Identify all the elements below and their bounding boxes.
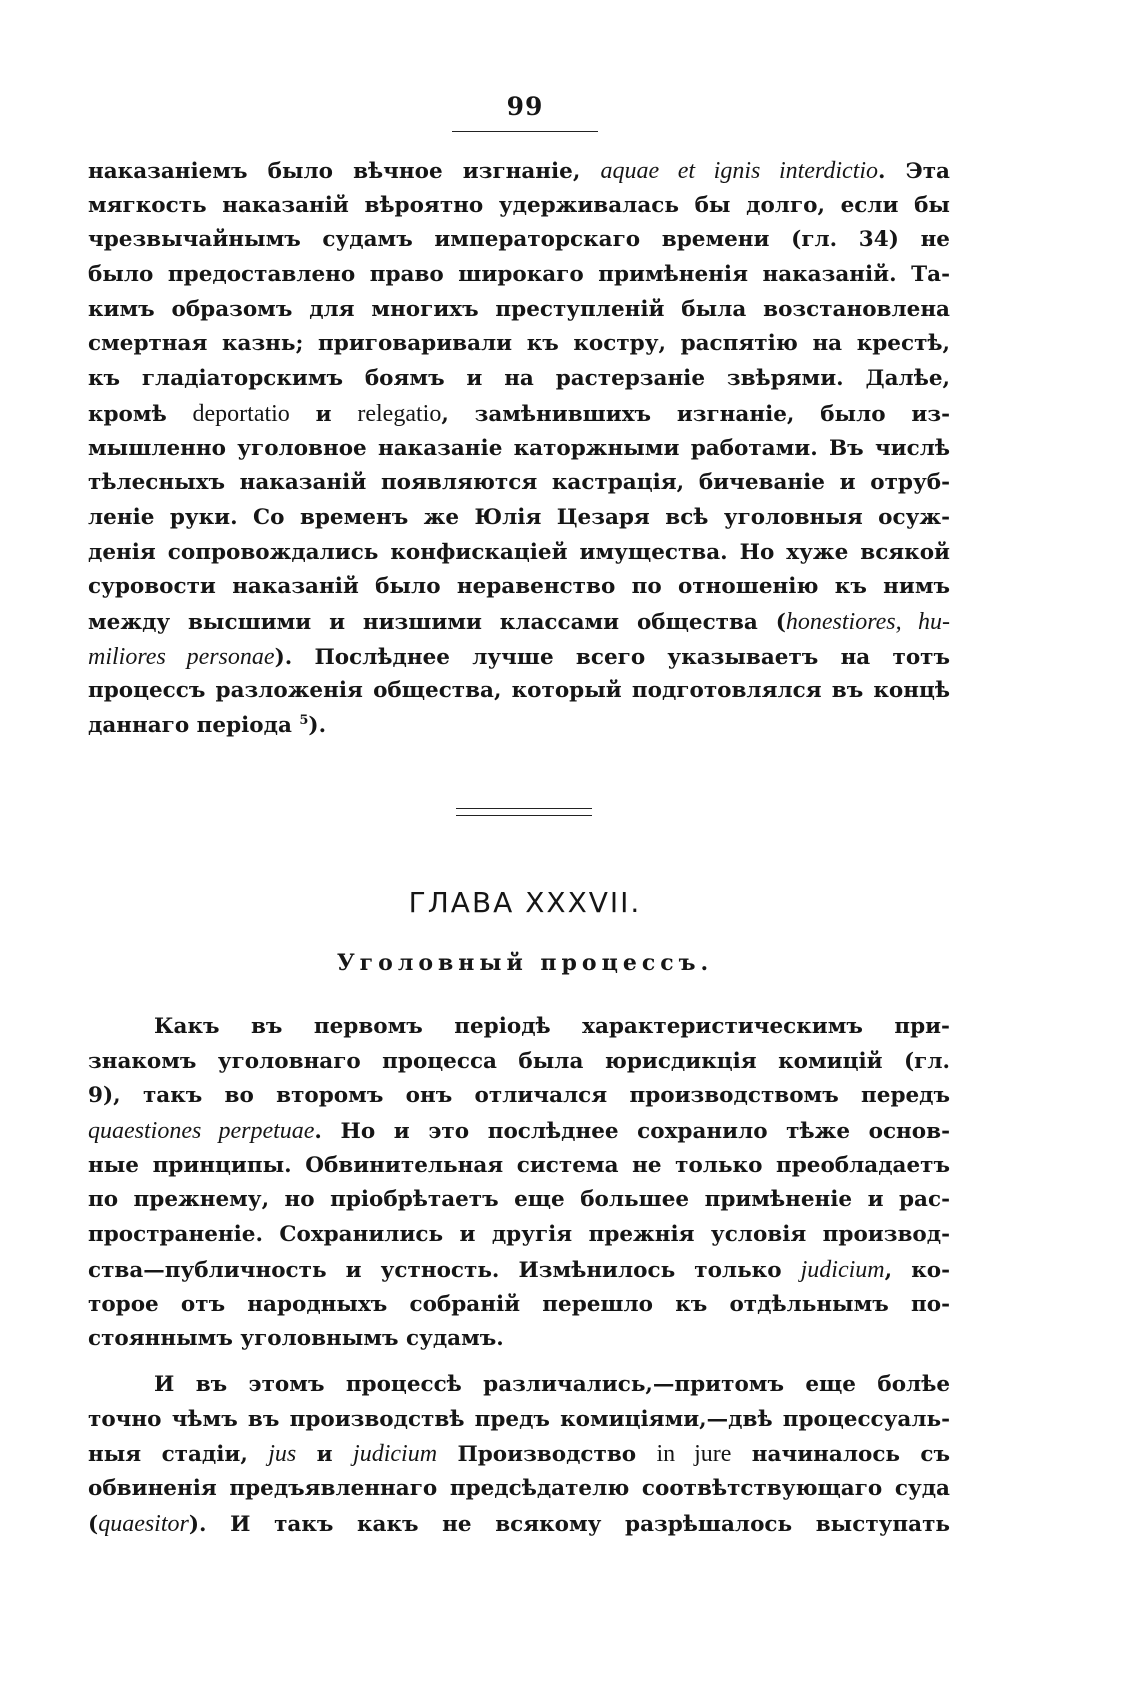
text-line xyxy=(88,293,950,328)
text-line xyxy=(88,1114,950,1149)
text-line xyxy=(88,605,950,640)
text-segment: Производство xyxy=(437,1442,657,1468)
text-segment: къ гладіаторскимъ боямъ и на растерзаніе звѣрями. Далѣе, xyxy=(88,366,950,392)
text-segment: ( xyxy=(88,1511,99,1537)
text-segment: суровости наказаній было неравенство по отношенію къ нимъ xyxy=(88,574,950,600)
text-segment: . Но и это послѣднее сохранило тѣже основ- xyxy=(314,1119,950,1145)
section-divider xyxy=(456,808,592,816)
chapter-subtitle: Уголовный процессъ. xyxy=(336,950,714,976)
text-segment: ). xyxy=(308,713,327,738)
text-line xyxy=(88,1437,950,1472)
latin-term: judicium xyxy=(353,1441,438,1468)
text-segment: стояннымъ уголовнымъ судамъ. xyxy=(88,1326,504,1352)
text-line xyxy=(88,466,950,501)
text-line xyxy=(88,189,950,224)
latin-term: aquae et ignis interdictio xyxy=(600,158,879,184)
text-line xyxy=(88,1183,950,1218)
text-line xyxy=(88,1079,950,1114)
text-segment: и xyxy=(289,401,358,427)
text-segment: по прежнему, но пріобрѣтаетъ еще большее примѣненіе и рас- xyxy=(88,1187,950,1213)
text-segment: тѣлесныхъ наказаній появляются кастрація, бичеваніе и отруб- xyxy=(88,470,950,496)
text-line xyxy=(88,536,950,571)
text-segment: смертная казнь; приговаривали къ костру, распятію на крестѣ, xyxy=(88,331,950,357)
text-segment: ныя стадіи, xyxy=(88,1442,269,1468)
text-segment: знакомъ уголовнаго процесса была юрисдикція комицій (гл. xyxy=(88,1048,950,1074)
chapter-heading: ГЛАВА XXXVII. xyxy=(408,886,642,919)
text-line xyxy=(88,432,950,467)
text-segment: процессъ разложенія общества, который подготовлялся въ концѣ xyxy=(88,678,950,704)
latin-term: quaestiones perpetuae xyxy=(88,1118,315,1145)
text-line xyxy=(88,1403,950,1438)
footnote-marker[interactable]: 5 xyxy=(299,712,309,728)
text-line xyxy=(88,258,950,293)
text-segment: , ко- xyxy=(884,1257,951,1283)
text-line xyxy=(88,570,950,605)
text-line xyxy=(88,327,950,362)
latin-term: quaesitor xyxy=(98,1510,189,1537)
text-segment: ). И такъ какъ не всякому разрѣшалось выступать xyxy=(188,1511,950,1537)
page-number: 99 xyxy=(506,92,544,121)
text-line xyxy=(88,501,950,536)
text-segment: relegatio xyxy=(357,400,442,427)
text-segment: , замѣнившихъ изгнаніе, было из- xyxy=(441,401,950,427)
text-segment: deportatio xyxy=(192,400,290,427)
text-segment: денія сопровождались конфискаціей имущества. Но хуже всякой xyxy=(88,539,950,565)
text-segment: точно чѣмъ въ производствѣ предъ комиціями,—двѣ процессуаль- xyxy=(88,1406,950,1432)
latin-term: miliores personae xyxy=(88,643,275,670)
text-segment: обвиненія предъявленнаго предсѣдателю соотвѣтствующаго суда xyxy=(88,1476,950,1502)
text-line xyxy=(88,709,950,744)
text-line xyxy=(88,397,950,432)
paragraph-1 xyxy=(88,1010,950,1357)
latin-term: honestiores, hu- xyxy=(785,608,950,635)
text-line xyxy=(88,1472,950,1507)
text-segment: in jure xyxy=(656,1441,732,1468)
text-line xyxy=(88,640,950,675)
text-segment: кимъ образомъ для многихъ преступленій была возстановлена xyxy=(88,296,950,322)
paragraph-2 xyxy=(88,1368,950,1541)
text-line xyxy=(88,362,950,397)
text-line xyxy=(88,1010,950,1045)
text-segment: наказаніемъ было вѣчное изгнаніе, xyxy=(88,159,601,184)
text-segment: леніе руки. Со временъ же Юлія Цезаря всѣ уголовныя осуж- xyxy=(88,504,950,530)
text-line xyxy=(88,1507,950,1542)
text-line xyxy=(88,1322,950,1357)
text-segment: пространеніе. Сохранились и другія прежнія условія производ- xyxy=(88,1222,950,1248)
text-segment: 9), такъ во второмъ онъ отличался производствомъ передъ xyxy=(88,1083,950,1109)
text-line xyxy=(88,1288,950,1323)
text-segment: было предоставлено право широкаго примѣненія наказаній. Та- xyxy=(88,262,950,288)
text-segment: между высшими и низшими классами общества ( xyxy=(88,609,786,635)
page-number-rule xyxy=(452,131,598,132)
text-segment: кромѣ xyxy=(88,401,193,427)
latin-term: judicium xyxy=(800,1256,885,1283)
text-segment: и xyxy=(296,1442,354,1468)
text-line xyxy=(88,1045,950,1080)
text-segment: . Эта xyxy=(878,159,950,184)
text-segment: ства—публичность и устность. Измѣнилось только xyxy=(88,1257,801,1283)
text-segment: мягкость наказаній вѣроятно удерживалась бы долго, если бы xyxy=(88,192,950,218)
text-line xyxy=(88,1368,950,1403)
text-segment: мышленно уголовное наказаніе каторжными работами. Въ числѣ xyxy=(88,435,950,461)
text-segment: даннаго періода xyxy=(88,713,300,738)
text-segment: И въ этомъ процессѣ различались,—притомъ еще болѣе xyxy=(154,1372,950,1397)
text-line xyxy=(88,1253,950,1288)
top-paragraph xyxy=(88,154,950,744)
text-segment: Какъ въ первомъ періодѣ характеристическимъ при- xyxy=(154,1014,950,1039)
text-segment: ные принципы. Обвинительная система не только преобладаетъ xyxy=(88,1152,950,1178)
text-segment: начиналось съ xyxy=(731,1442,950,1468)
text-segment: чрезвычайнымъ судамъ императорскаго времени (гл. 34) не xyxy=(88,227,950,253)
latin-term: jus xyxy=(268,1441,297,1468)
text-line xyxy=(88,674,950,709)
text-segment: торое отъ народныхъ собраній перешло къ отдѣльнымъ по- xyxy=(88,1291,950,1317)
text-line xyxy=(88,154,950,189)
text-line xyxy=(88,1149,950,1184)
text-line xyxy=(88,223,950,258)
text-segment: ). Послѣднее лучше всего указываетъ на тотъ xyxy=(274,644,950,670)
text-line xyxy=(88,1218,950,1253)
